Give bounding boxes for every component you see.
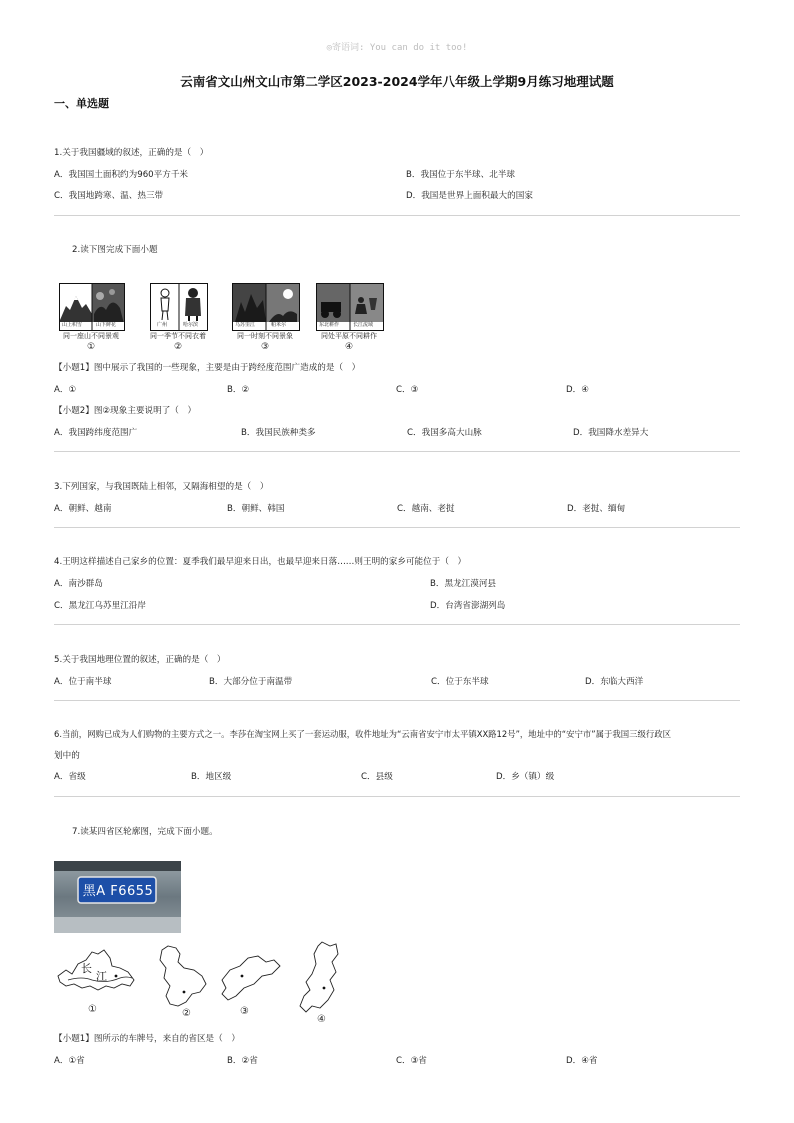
separator — [54, 451, 740, 452]
q1-option-a[interactable]: A．我国国土面积约为960平方千米 — [54, 170, 189, 180]
q2-sub1-stem: 【小题1】图中展示了我国的一些现象，主要是由于跨经度范围广造成的是（ ） — [54, 363, 361, 373]
q7-sub1-option-d[interactable]: D．④省 — [566, 1056, 598, 1066]
map-number-2: ② — [182, 1008, 191, 1019]
picture-2-clothing — [150, 283, 208, 331]
picture-4-label-left: 东北耕作 — [319, 322, 340, 328]
q2-sub2-stem: 【小题2】图②现象主要说明了（ ） — [54, 406, 197, 416]
picture-2-label-left: 广州 — [157, 322, 168, 328]
separator — [54, 796, 740, 797]
section-heading: 一、单选题 — [54, 97, 109, 110]
map-number-3: ③ — [240, 1006, 249, 1017]
q5-option-d[interactable]: D．东临大西洋 — [585, 677, 644, 687]
q2-sub2-option-c[interactable]: C．我国多高大山脉 — [407, 428, 482, 438]
q5-option-b[interactable]: B．大部分位于南温带 — [209, 677, 293, 687]
q3-stem: 3.下列国家，与我国既陆上相邻，又隔海相望的是（ ） — [54, 482, 269, 492]
q3-option-c[interactable]: C．越南、老挝 — [397, 504, 455, 514]
province-outlines — [54, 940, 364, 1028]
license-plate-text: 黑A F6655 — [82, 884, 154, 899]
q7-sub1-option-b[interactable]: B．②省 — [227, 1056, 258, 1066]
q1-option-d[interactable]: D．我国是世界上面积最大的国家 — [406, 191, 533, 201]
map-label-chang: 长 — [81, 962, 92, 975]
page-title: 云南省文山州文山市第二学区2023-2024学年八年级上学期9月练习地理试题 — [180, 74, 614, 89]
separator — [54, 700, 740, 701]
picture-2-caption: 同一季节不同衣着 — [150, 332, 206, 340]
separator — [54, 215, 740, 216]
q3-option-d[interactable]: D．老挝、缅甸 — [567, 504, 626, 514]
q2-sub2-option-b[interactable]: B．我国民族种类多 — [241, 428, 316, 438]
picture-2-number: ② — [173, 342, 183, 352]
q4-option-d[interactable]: D．台湾省澎湖列岛 — [430, 601, 506, 611]
picture-3-number: ③ — [260, 342, 270, 352]
q1-option-b[interactable]: B．我国位于东半球、北半球 — [406, 170, 516, 180]
q7-sub1-stem: 【小题1】图所示的车牌号，来自的省区是（ ） — [54, 1034, 240, 1044]
q6-option-d[interactable]: D．乡（镇）级 — [496, 772, 555, 782]
picture-2-label-right: 哈尔滨 — [183, 322, 199, 328]
q2-sub1-option-a[interactable]: A．① — [54, 385, 77, 395]
q4-option-c[interactable]: C．黑龙江乌苏里江沿岸 — [54, 601, 146, 611]
q7-sub1-option-c[interactable]: C．③省 — [396, 1056, 427, 1066]
picture-4-farming — [316, 283, 384, 331]
picture-1-caption: 同一座山不同景观 — [63, 332, 119, 340]
picture-1-label-left: 山上积雪 — [62, 322, 83, 328]
license-plate-photo — [54, 861, 181, 933]
picture-1-mountain — [59, 283, 125, 331]
q2-sub1-option-b[interactable]: B．② — [227, 385, 250, 395]
q2-sub1-option-c[interactable]: C．③ — [396, 385, 419, 395]
q2-stem: 2.读下图完成下面小题 — [72, 245, 158, 255]
q4-stem: 4.王明这样描述自己家乡的位置：夏季我们最早迎来日出，也最早迎来日落……则王明的家乡可能位于（ ） — [54, 557, 467, 567]
map-label-jiang: 江 — [96, 970, 107, 983]
q3-option-b[interactable]: B．朝鲜、韩国 — [227, 504, 285, 514]
picture-3-label-left: 乌苏里江 — [235, 322, 256, 328]
q2-sub1-option-d[interactable]: D．④ — [566, 385, 589, 395]
separator — [54, 527, 740, 528]
q7-stem: 7.读某四省区轮廓图，完成下面小题。 — [72, 827, 218, 837]
map-number-4: ④ — [317, 1014, 326, 1025]
picture-4-number: ④ — [344, 342, 354, 352]
q4-option-a[interactable]: A．南沙群岛 — [54, 579, 103, 589]
picture-1-label-right: 山下鲜花 — [96, 322, 117, 328]
picture-3-caption: 同一时刻不同景象 — [237, 332, 293, 340]
q6-option-c[interactable]: C．县级 — [361, 772, 393, 782]
q5-option-c[interactable]: C．位于东半球 — [431, 677, 489, 687]
separator — [54, 624, 740, 625]
q2-sub2-option-a[interactable]: A．我国跨纬度范围广 — [54, 428, 138, 438]
map-number-1: ① — [88, 1004, 97, 1015]
q5-option-a[interactable]: A．位于南半球 — [54, 677, 112, 687]
picture-1-number: ① — [86, 342, 96, 352]
q6-stem-line1: 6.当前，网购已成为人们购物的主要方式之一。李莎在淘宝网上买了一套运动服，收件地址为“云南省安宁市太平镇XX路12号”，地址中的“安宁市”属于我国三级行政区 — [54, 729, 671, 739]
q3-option-a[interactable]: A．朝鲜、越南 — [54, 504, 112, 514]
watermark: ◎寄语词: You can do it too! — [326, 43, 468, 53]
q6-option-b[interactable]: B．地区级 — [191, 772, 232, 782]
picture-3-label-right: 帕米尔 — [271, 322, 287, 328]
q6-stem-line2: 划中的 — [54, 751, 80, 761]
q6-option-a[interactable]: A．省级 — [54, 772, 86, 782]
q1-stem: 1.关于我国疆域的叙述，正确的是（ ） — [54, 148, 209, 158]
q1-option-c[interactable]: C．我国地跨寒、温、热三带 — [54, 191, 164, 201]
q2-sub2-option-d[interactable]: D．我国降水差异大 — [573, 428, 649, 438]
picture-4-label-right: 长江流域 — [353, 322, 374, 328]
q4-option-b[interactable]: B．黑龙江漠河县 — [430, 579, 497, 589]
q5-stem: 5.关于我国地理位置的叙述，正确的是（ ） — [54, 655, 226, 665]
picture-3-time — [232, 283, 300, 331]
picture-4-caption: 同处平原不同耕作 — [321, 332, 377, 340]
q7-sub1-option-a[interactable]: A．①省 — [54, 1056, 85, 1066]
